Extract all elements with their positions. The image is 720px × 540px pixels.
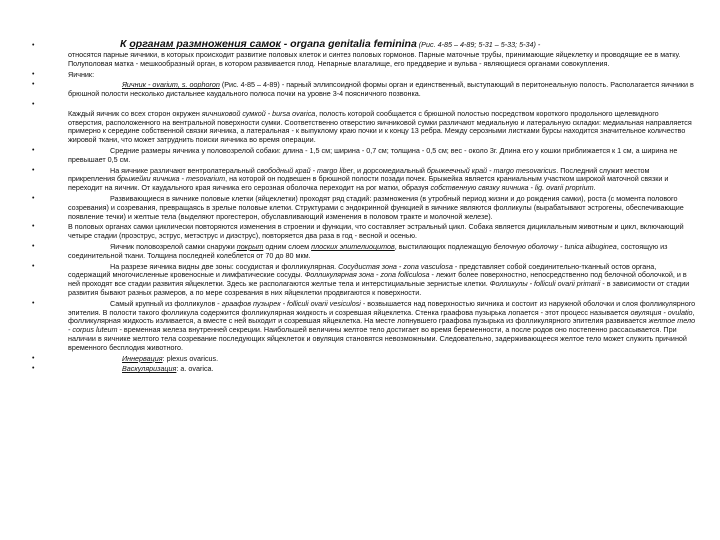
paragraph-zones: • На разрезе яичника видны две зоны: сосудистая и фолликулярная. Сосудистая зона - zona vasculosa - представляет собой соединительно-тканный остов органа, содержащий многочисленные кровеносные и лимфатические сосуды. Фолликулярная зона - zona folliculosa - лежит более поверхностно, непосредственно под белочной оболочкой, и в ней проходят все стадии развития яйцеклетки. Здесь же располагаются желтые тела и интерстициальные зернистые клетки. Фолликулы - folliculi ovarii primarii - в зависимости от стадии развития бывают разных размеров, а по мере созревания в них яйцеклетки продвигаются к поверхности. (32, 261, 690, 297)
bullet-icon: • (32, 223, 35, 231)
paragraph-vascularization: • Васкуляризация: a. ovarica. (32, 364, 214, 374)
paragraph-cells: • Развивающиеся в яичнике половые клетки (яйцеклетки) проходят ряд стадий: размножения (в утробный период жизни и до рождения самки), роста (с момента полового созревания) и созревания, превращаясь в зрелые половые клетки. Структурами с эндокринной функцией в яичнике являются фолликулы (вырабатывают эстрогены, обеспечивающие появление течки) и желтые тела (выделяют прогестерон, обуславливающий изменения в половом тракте и молочной железе). (32, 193, 684, 221)
paragraph-size: • Средние размеры яичника у половозрелой собаки: длина - 1,5 см; ширина - 0,7 см; толщина - 0,5 см; вес - около 3г. Длина его у кошки приближается к 1 см, а ширина не превышает 0,5 см. (32, 145, 678, 164)
bullet-icon: • (32, 100, 35, 108)
paragraph-intro: относятся парные яичники, в которых происходит развитие половых клеток и синтез половых гормонов. Парные маточные трубы, принимающие яйцеклетку и проводящие ее в матку. Полуполовая матка - мешкообразный орган, в котором развивается плод. Непарные влагалище, его преддверие и вульва - являющиеся органами совокупления. (68, 50, 681, 68)
paragraph-innervation: • Иннервация: plexus ovaricus. (32, 353, 219, 363)
bullet-icon: • (32, 365, 35, 373)
bullet-icon: • (32, 299, 35, 307)
bullet-icon: • (32, 146, 35, 154)
document-page (28, 38, 696, 376)
paragraph-ovary-heading: • Яичник: (32, 69, 95, 79)
bullet-icon: • (32, 242, 35, 250)
title-latin: - organa genitalia feminina (280, 38, 417, 50)
bullet-icon: • (32, 262, 35, 270)
bullet-icon: • (32, 354, 35, 362)
bullet-icon: • (32, 81, 35, 89)
bullet-icon: • (32, 70, 35, 78)
title-figure-ref: (Рис. 4-85 – 4-89; 5-31 – 5-33; 5-34) - (416, 40, 541, 49)
paragraph-margins: • На яичнике различают вентролатеральный свободный край - margo liber, и дорсомедиальный брыжеечный край - margo mesovaricus. Последний служит местом прикрепления брыжейки яичника - mesovarium, на которой он подвешен в брюшной полости позади почек. Брыжейка является краниальным участком широкой маточной связки и переходит на яичник. От каудального края яичника его серозная оболочка переходит на рог матки, образуя собственную связку яичника - lig. ovarii proprium. (32, 165, 669, 193)
page-title: К органам размножения самок (120, 38, 281, 50)
paragraph-graafian: • Самый крупный из фолликулов - граафов пузырек - folliculi ovarii vesiculosi - возвышается над поверхностью яичника и состоит из наружной оболочки и слоя фолликулярного эпителия. В полости такого фолликула содержится фолликулярная жидкость и созревшая яйцеклетка. Стенка граафова пузырька лопается - этот процесс называется овуляция - ovulatio, фолликулярная жидкость изливается, а вместе с ней выходит и созревшая яйцеклетка. На месте лопнувшего граафова пузырька из фолликулярного эпителия развивается желтое тело - corpus luteum - временная железа внутренней секреции. Наибольшей величины желтое тело достигает во время беременности, а после родов оно постепенно рассасывается. При наличии в яичнике желтого тела созревание последующих яйцеклеток и овуляция становятся невозможными. Следовательно, задерживающееся желтое тело может служить причиной временного бесплодия животного. (32, 298, 696, 352)
paragraph-bursa: • Каждый яичник со всех сторон окружен яичниковой сумкой - bursa ovarica, полость которой сообщается с брюшной полостью посредством короткого продольного щелевидного отверстия, расположенного на вентральной поверхности сумки. Соответственно отверстию яичниковой сумки различают медиальную и латеральную складки: медиальная направляется примерно к середине собственной связки яичника, а латеральная - к выпуклому краю почки и к концу 13 ребра. Между серозными листками бурсы находится значительное количество жировой ткани, что может затруднить поиски яичника во время операции. (32, 100, 692, 145)
paragraph-cycle: • В половых органах самки циклически повторяются изменения в строении и функции, что составляет эстральный цикл. Собака является дициклальным животным и цикл, включающий четыре стадии (проэструс, эструс, метэструс и диэструс), повторяется два раза в год - весной и осенью. (32, 222, 684, 241)
paragraph-tunica: • Яичник половозрелой самки снаружи покрыт одним слоем плоских эпителиоцитов, выстилающих подлежащую белочную оболочку - tunica albuginea, состоящую из соединительной ткани. Толщина последней колеблется от 70 до 80 мкм. (32, 241, 668, 260)
bullet-icon: • (32, 166, 35, 174)
bullet-icon: • (32, 194, 35, 202)
paragraph-ovarium: • Яичник - ovarium, s. oophoron (Рис. 4-85 – 4-89) - парный эллипсоидной формы орган и единственный, выступающий в перитонеальную полость. Располагается яичники в брюшной полости несколько дистальнее каудального полюса почки на уровне 3-4 поясничного позвонка. (32, 80, 694, 99)
bullet-icon: • (32, 42, 35, 49)
